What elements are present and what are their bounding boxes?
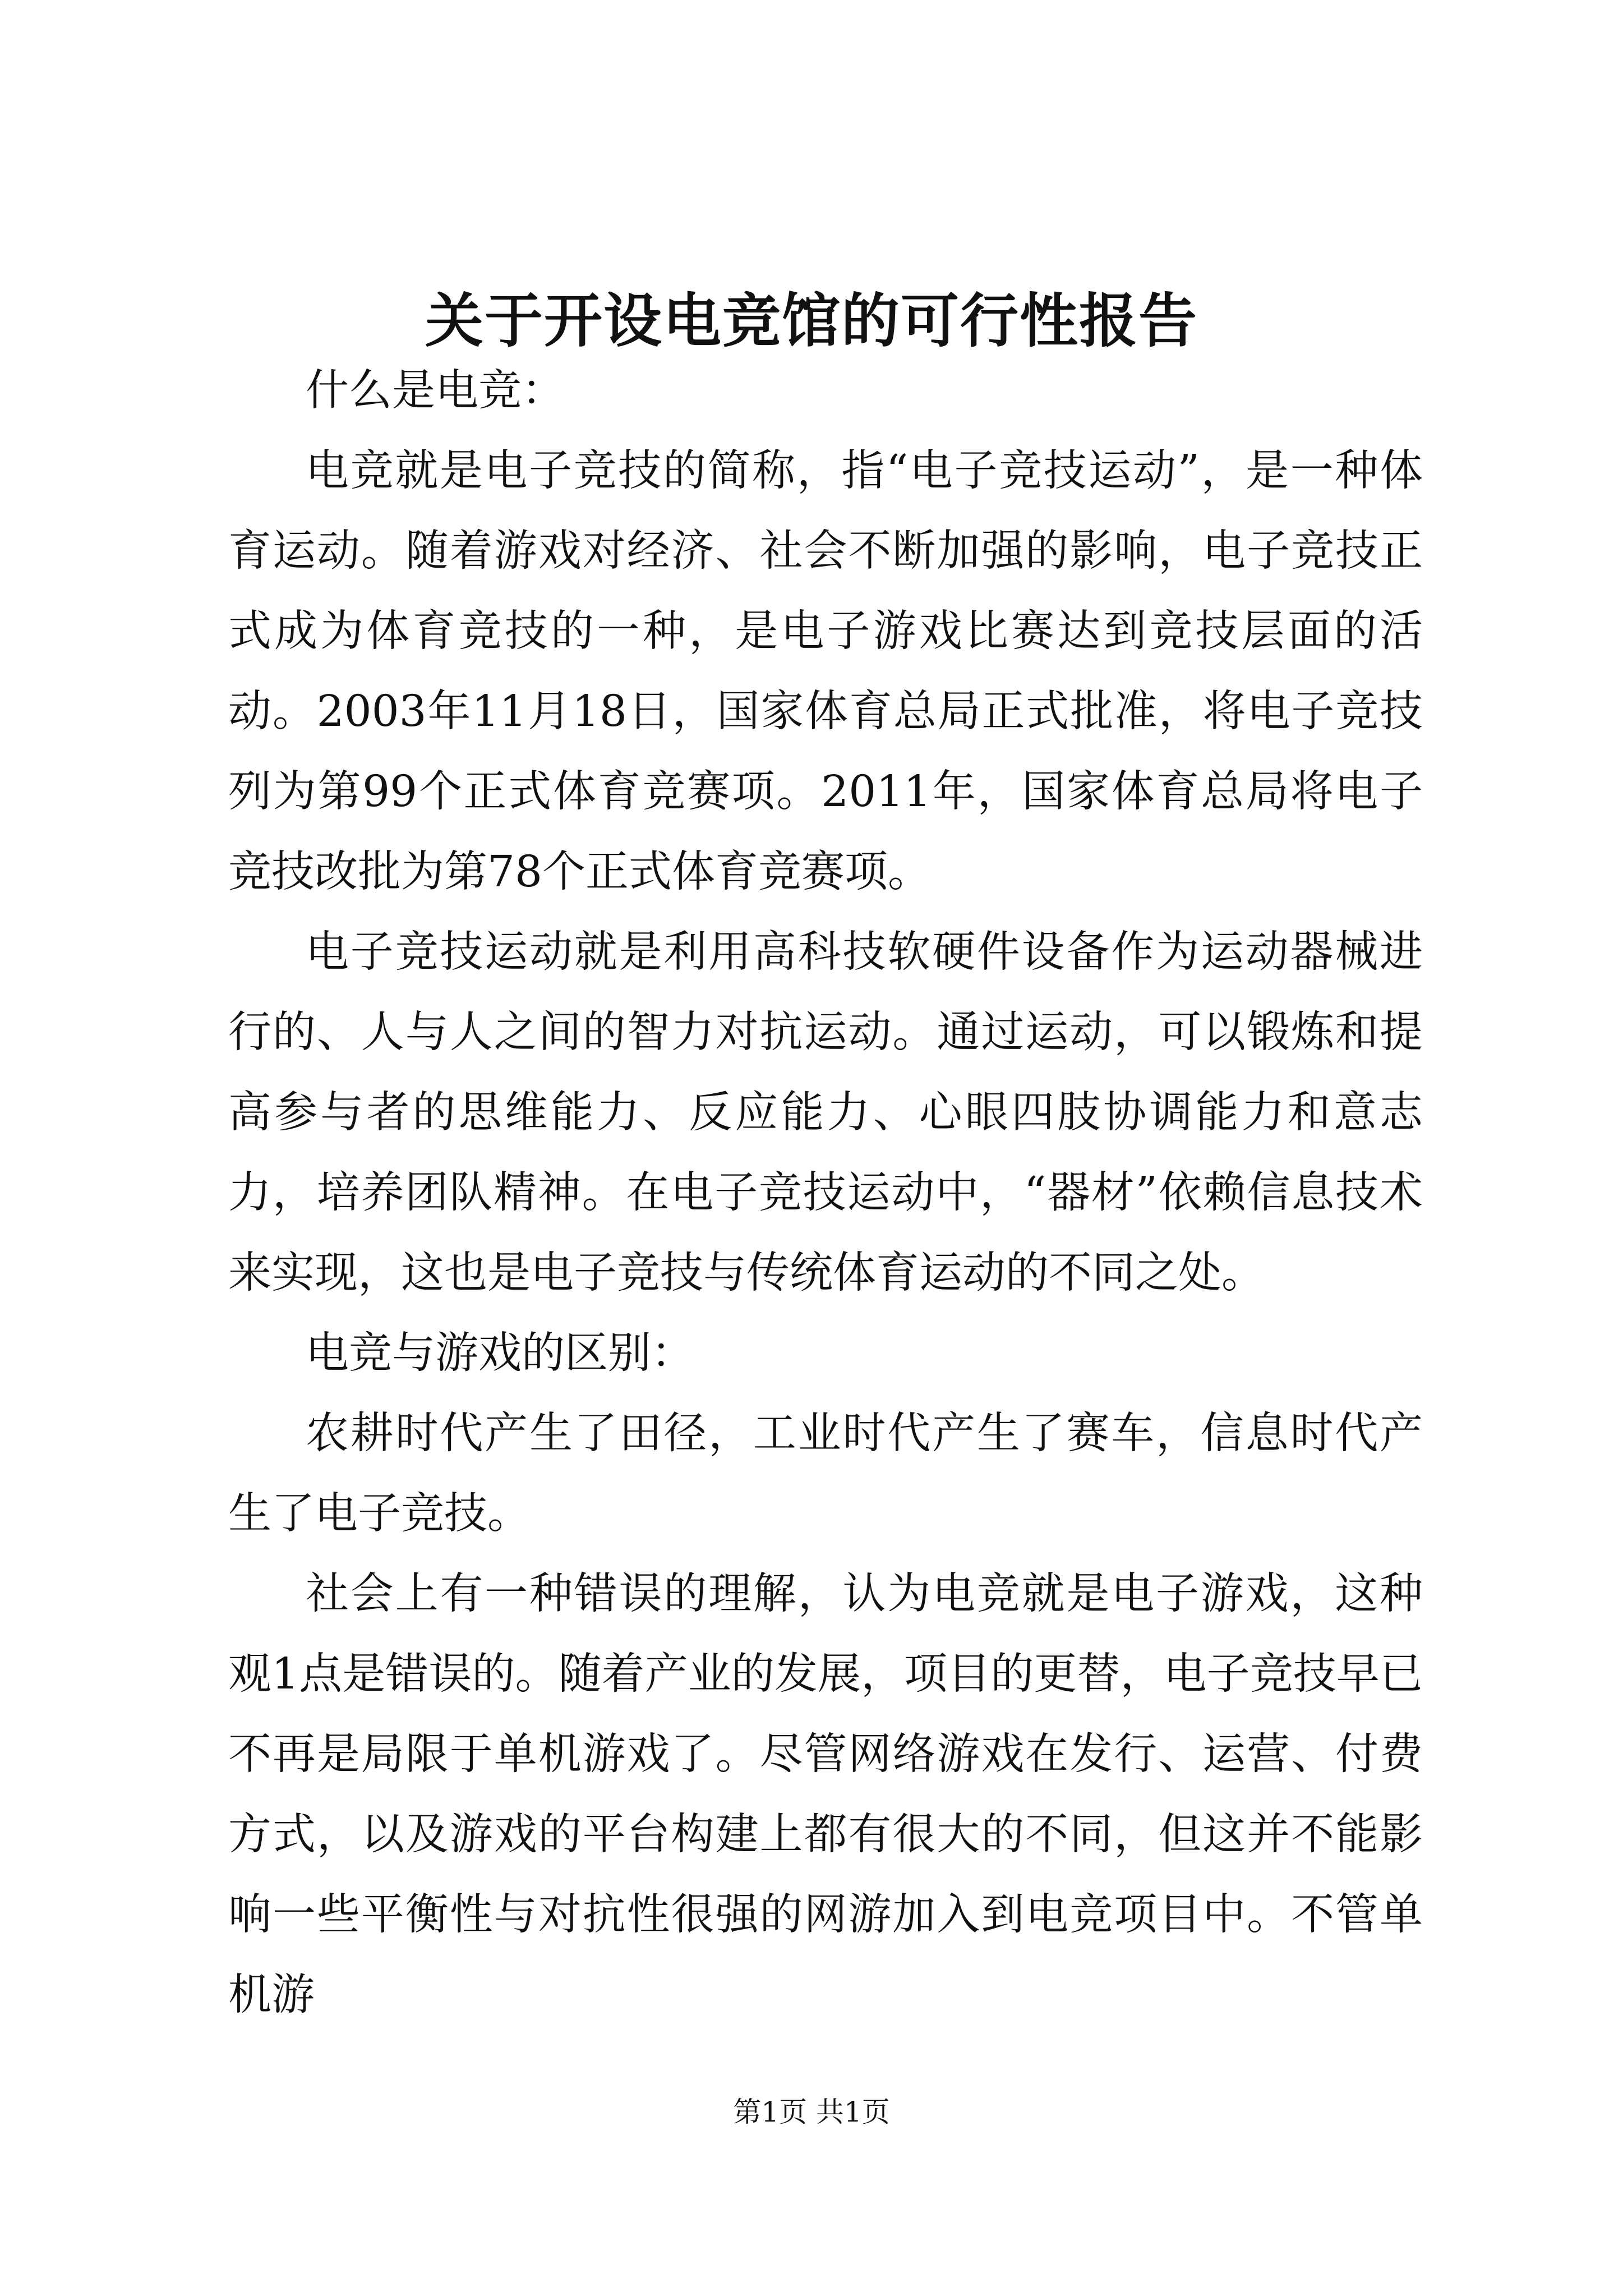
- document-body: [228, 351, 1423, 2035]
- paragraph-esports-sport-description: 电子竞技运动就是利用高科技软硬件设备作为运动器械进行的、人与人之间的智力对抗运动。通过运动，可以锻炼和提高参与者的思维能力、反应能力、心眼四肢协调能力和意志力，培养团队精神。在电子竞技运动中，“器材”依赖信息技术来实现，这也是电子竞技与传统体育运动的不同之处。: [228, 927, 1423, 1298]
- page-footer: 第1页 共1页: [733, 2096, 890, 2128]
- document-title: 关于开设电竞馆的可行性报告: [425, 286, 1198, 355]
- paragraph-eras: 农耕时代产生了田径，工业时代产生了赛车，信息时代产生了电子竞技。: [228, 1409, 1423, 1539]
- paragraph-esports-vs-games-heading: 电竞与游戏的区别：: [306, 1328, 694, 1378]
- paragraph-esports-definition: 电竞就是电子竞技的简称，指“电子竞技运动”，是一种体育运动。随着游戏对经济、社会不断加强的影响，电子竞技正式成为体育竞技的一种，是电子游戏比赛达到竞技层面的活动。2003年11月18日，国家体育总局正式批准，将电子竞技列为第99个正式体育竞赛项。2011年，国家体育总局将电子竞技改批为第78个正式体育竞赛项。: [228, 446, 1423, 897]
- paragraph-misunderstanding: 社会上有一种错误的理解，认为电竞就是电子游戏，这种观1点是错误的。随着产业的发展，项目的更替，电子竞技早已不再是局限于单机游戏了。尽管网络游戏在发行、运营、付费方式，以及游戏的平台构建上都有很大的不同，但这并不能影响一些平衡性与对抗性很强的网游加入到电竞项目中。不管单机游: [228, 1569, 1423, 2020]
- paragraph-what-is-esports-heading: 什么是电竞：: [306, 366, 565, 416]
